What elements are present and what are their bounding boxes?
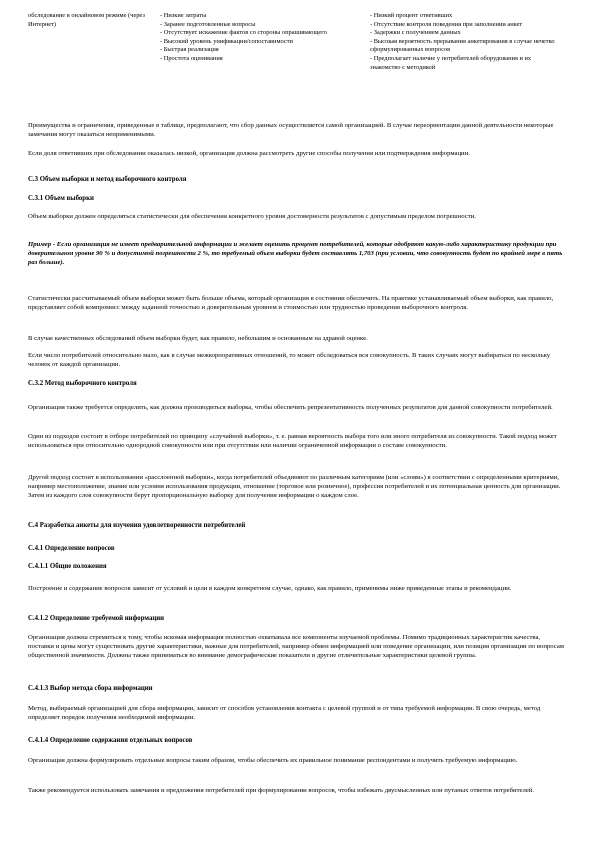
paragraph-qualitative: В случае качественных обследований объем выборки будет, как правило, небольшим и основанным на здравой оценке. [28,335,368,342]
advantage-item: - Быстрая реализация [160,46,219,54]
limitation-item: - Отсутствие контроля поведения при заполнении анкет [370,20,523,28]
limitation-item: - Предполагает наличие у потребителей оборудования и их знакомство с методикой [370,54,532,71]
example-label: Пример - [28,241,57,248]
paragraph-collection-method: Метод, выбираемый организацией для сбора информации, зависит от способов установления контакта с целевой группой и от типа требуемой информации. В свою очередь, метод определяет порядок получения необходимой информации. [28,705,541,722]
limitations-cell [370,12,566,72]
method-name: обследование в онлайновом режиме (через Интернет) [28,12,145,28]
limitation-item: - Высокая вероятность прерывания анкетирования в случае нечетко сформулированных вопросов [370,37,555,54]
limitation-item: - Низкий процент ответивших [370,12,453,19]
section-heading-c3: С.3 Объем выборки и метод выборочного контроля [28,176,187,183]
section-heading-c4-1-3: С.4.1.3 Выбор метода сбора информации [28,685,153,692]
paragraph-question-content: Организация должна формулировать отдельные вопросы таким образом, чтобы обеспечить их правильное понимание респондентами и получить требуемую информацию. [28,757,518,764]
advantage-item: - Заранее подготовленные вопросы [160,20,256,28]
paragraph-statistical-size: Статистически рассчитываемый объем выборки может быть больше объема, который организация в состоянии обеспечить. На практике устанавливаемый объем выборки, как правило, представляет собой компромисс между заданной точностью и доверительным уровнем и стоимостью или трудностью проведения выборочного контроля. [28,295,554,312]
section-heading-c4-1-4: С.4.1.4 Определение содержания отдельных вопросов [28,737,193,744]
paragraph-stratified-sampling: Другой подход состоит в использовании «расслоенной выборки», когда потребителей объединяют по различным категориям (или «слоям») в соответствии с определенными критериями, например местоположение, знание или условия использования продукции, отношение (торговое или розничное), профессия потребителей и их потенциальная ценность для организации. Затем из каждого слоя совокупности берут пропорциональную выборку для получения информации о каждом слое. [28,474,561,500]
section-heading-c3-1: С.3.1 Объем выборки [28,195,94,202]
paragraph-table-note: Преимущества и ограничения, приведенные в таблице, предполагают, что сбор данных осуществляется самой организацией. В случае переориентации данной деятельности некоторые замечания могут оказаться неприменимыми. [28,122,554,139]
paragraph-sample-size: Объем выборки должен определяться статистически для обеспечения конкретного уровня достоверности результатов с допустимым пределом погрешности. [28,213,476,220]
advantage-item: - Высокий уровень унификации/сопоставимости [160,37,293,45]
advantage-item: - Отсутствует искажение фактов со стороны опрашивающего [160,29,327,37]
paragraph-small-population: Если число потребителей относительно мало, как в случае межкорпоративных отношений, то может обследоваться вся совокупность. В таких случаях могут выбираться по нескольку человек от каждой организации. [28,352,551,369]
paragraph-required-info: Организация должна стремиться к тому, чтобы искомая информация полностью охватывала все компоненты изучаемой проблемы. Помимо традиционных характеристик качества, поставки и цены могут существовать другие характеристики, важные для потребителей, например обмен информацией или поведение организации, или позиция организации по вопросам общественной значимости. Должны также приниматься во внимание демографические показатели и другие отличительные характеристики целевой группы. [28,634,565,660]
paragraph-random-sampling: Один из подходов состоит в отборе потребителей по принципу «случайной выборки», т. е. равная вероятность выбора того или иного потребителя из совокупности. Такой подход может использоваться при относительно однородной совокупности или при отсутствии или наличии ограниченной информации о составе совокупности. [28,433,557,450]
example-paragraph [28,240,566,268]
advantages-cell [160,12,370,72]
method-cell [28,12,160,72]
section-heading-c4-1: С.4.1 Определение вопросов [28,545,115,552]
section-heading-c4: С.4 Разработка анкеты для изучения удовлетворенности потребителей [28,522,246,529]
advantage-item: - Простота оценивания [160,54,223,62]
paragraph-low-response: Если доля ответивших при обследовании оказалась низкой, организация должна рассмотреть другие способы получения или подтверждения информации. [28,150,470,157]
example-text: Если организация не имеет предварительной информации и желает оценить процент потребителей, которые одобряют какую-либо характеристику продукции при доверительном уровне 90 % и допустимой погрешности 2 %, то требуемый объем выборки будет составлять 1,703 (при условии, что совокупность будет по крайней мере в пять раз больше). [28,241,563,267]
section-heading-c4-1-2: С.4.1.2 Определение требуемой информации [28,615,165,622]
paragraph-sampling-method: Организация также требуется определить, как должна производиться выборка, чтобы обеспечить репрезентативность полученных результатов для данной совокупности потребителей. [28,404,553,411]
limitation-item: - Задержки с получением данных [370,29,461,37]
method-comparison-table [28,12,566,72]
paragraph-customer-suggestions: Также рекомендуется использовать замечания и предложения потребителей при формулировании вопросов, чтобы избежать двусмысленных или путаных ответов потребителей. [28,787,535,794]
advantage-item: - Низкие затраты [160,12,207,19]
section-heading-c4-1-1: С.4.1.1 Общие положения [28,563,107,570]
paragraph-question-structure: Построение и содержание вопросов зависит от условий и цели в каждом конкретном случае, однако, как правило, применимы ниже приведенные этапы и рекомендации. [28,585,512,592]
section-heading-c3-2: С.3.2 Метод выборочного контроля [28,380,137,387]
